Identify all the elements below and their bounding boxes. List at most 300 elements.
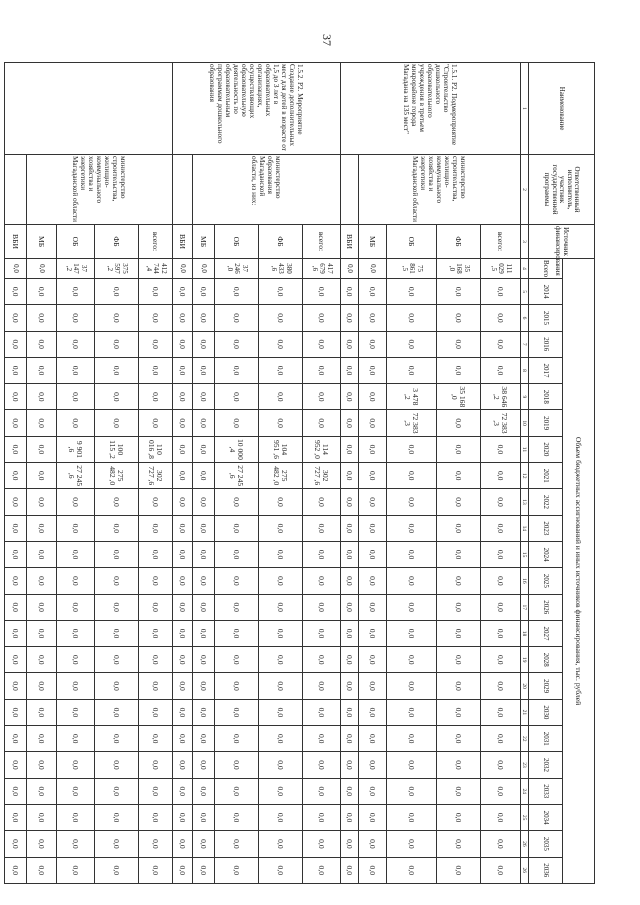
year-value-2019: 0,0 [341, 410, 359, 436]
year-value-2014: 0,0 [259, 279, 303, 305]
year-value-2014: 0,0 [341, 279, 359, 305]
table-row [341, 63, 359, 884]
year-value-2029: 0,0 [5, 673, 27, 699]
header-year-2028: 2028 [529, 647, 563, 673]
column-number: 7 [521, 331, 529, 357]
year-value-2032: 0,0 [359, 752, 387, 778]
year-value-2027: 0,0 [215, 620, 259, 646]
column-number: 3 [521, 225, 529, 259]
table-row [303, 63, 341, 884]
header-year-2015: 2015 [529, 305, 563, 331]
year-value-2016: 0,0 [173, 331, 193, 357]
year-value-2031: 0,0 [139, 726, 173, 752]
funding-source: ОБ [57, 225, 95, 259]
year-value-2028: 0,0 [215, 647, 259, 673]
year-value-2034: 0,0 [259, 804, 303, 830]
year-value-2023: 0,0 [5, 515, 27, 541]
year-value-2033: 0,0 [259, 778, 303, 804]
year-value-2027: 0,0 [193, 620, 215, 646]
year-value-2015: 0,0 [193, 305, 215, 331]
total-value: 35 168 ,0 [437, 259, 481, 279]
year-value-2033: 0,0 [215, 778, 259, 804]
year-value-2018: 0,0 [359, 384, 387, 410]
table-row [173, 63, 193, 884]
funding-source: ВБИ [341, 225, 359, 259]
year-value-2024: 0,0 [193, 541, 215, 567]
year-value-2028: 0,0 [139, 647, 173, 673]
year-value-2021: 0,0 [341, 463, 359, 489]
year-value-2027: 0,0 [303, 620, 341, 646]
year-value-2032: 0,0 [193, 752, 215, 778]
year-value-2026: 0,0 [57, 594, 95, 620]
year-value-2035: 0,0 [95, 831, 139, 857]
year-value-2027: 0,0 [139, 620, 173, 646]
header-year-2014: 2014 [529, 279, 563, 305]
year-value-2017: 0,0 [437, 357, 481, 383]
header-volume: Объем бюджетных ассигнований и иных источников финансирования, тыс. рублей [563, 259, 595, 884]
year-value-2031: 0,0 [5, 726, 27, 752]
year-value-2030: 0,0 [173, 699, 193, 725]
year-value-2020: 9 901 ,6 [57, 436, 95, 462]
year-value-2015: 0,0 [481, 305, 521, 331]
year-value-2020: 114 952 ,0 [303, 436, 341, 462]
year-value-2030: 0,0 [5, 699, 27, 725]
year-value-2020: 0,0 [437, 436, 481, 462]
total-value: 412 744 ,4 [139, 259, 173, 279]
year-value-2036: 0,0 [259, 857, 303, 883]
year-value-2036: 0,0 [437, 857, 481, 883]
year-value-2022: 0,0 [359, 489, 387, 515]
year-value-2020: 0,0 [27, 436, 57, 462]
year-value-2035: 0,0 [303, 831, 341, 857]
year-value-2030: 0,0 [193, 699, 215, 725]
year-value-2030: 0,0 [359, 699, 387, 725]
year-value-2033: 0,0 [193, 778, 215, 804]
year-value-2023: 0,0 [259, 515, 303, 541]
year-value-2028: 0,0 [437, 647, 481, 673]
year-value-2020: 0,0 [387, 436, 437, 462]
year-value-2031: 0,0 [95, 726, 139, 752]
year-value-2016: 0,0 [481, 331, 521, 357]
column-number: 9 [521, 384, 529, 410]
year-value-2035: 0,0 [259, 831, 303, 857]
year-value-2017: 0,0 [95, 357, 139, 383]
year-value-2019: 72 383 ,3 [387, 410, 437, 436]
year-value-2033: 0,0 [341, 778, 359, 804]
year-value-2018: 3 478 ,2 [387, 384, 437, 410]
year-value-2023: 0,0 [437, 515, 481, 541]
header-year-2026: 2026 [529, 594, 563, 620]
funding-source: МБ [27, 225, 57, 259]
year-value-2031: 0,0 [259, 726, 303, 752]
year-value-2033: 0,0 [27, 778, 57, 804]
year-value-2030: 0,0 [95, 699, 139, 725]
year-value-2027: 0,0 [437, 620, 481, 646]
year-value-2015: 0,0 [387, 305, 437, 331]
column-number: 25 [521, 804, 529, 830]
year-value-2023: 0,0 [359, 515, 387, 541]
year-value-2021: 275 482 ,0 [95, 463, 139, 489]
year-value-2017: 0,0 [387, 357, 437, 383]
year-value-2032: 0,0 [5, 752, 27, 778]
year-value-2014: 0,0 [215, 279, 259, 305]
header-year-2033: 2033 [529, 778, 563, 804]
year-value-2020: 0,0 [5, 436, 27, 462]
year-value-2018: 0,0 [193, 384, 215, 410]
year-value-2023: 0,0 [27, 515, 57, 541]
year-value-2019: 0,0 [173, 410, 193, 436]
year-value-2019: 0,0 [27, 410, 57, 436]
funding-source: ФБ [259, 225, 303, 259]
year-value-2026: 0,0 [5, 594, 27, 620]
header-year-2025: 2025 [529, 568, 563, 594]
year-value-2028: 0,0 [173, 647, 193, 673]
column-numbers-row [521, 63, 529, 884]
year-value-2031: 0,0 [27, 726, 57, 752]
year-value-2025: 0,0 [437, 568, 481, 594]
year-value-2022: 0,0 [27, 489, 57, 515]
year-value-2025: 0,0 [259, 568, 303, 594]
year-value-2024: 0,0 [215, 541, 259, 567]
year-value-2016: 0,0 [437, 331, 481, 357]
year-value-2030: 0,0 [341, 699, 359, 725]
header-year-2022: 2022 [529, 489, 563, 515]
table-container [11, 62, 595, 882]
year-value-2027: 0,0 [57, 620, 95, 646]
year-value-2020: 104 951 ,6 [259, 436, 303, 462]
year-value-2034: 0,0 [341, 804, 359, 830]
year-value-2025: 0,0 [193, 568, 215, 594]
empty-cell [5, 155, 27, 225]
total-value: 0,0 [173, 259, 193, 279]
total-value: 380 433 ,6 [259, 259, 303, 279]
year-value-2014: 0,0 [437, 279, 481, 305]
year-value-2028: 0,0 [57, 647, 95, 673]
year-value-2034: 0,0 [303, 804, 341, 830]
year-value-2025: 0,0 [27, 568, 57, 594]
year-value-2017: 0,0 [57, 357, 95, 383]
year-value-2020: 0,0 [173, 436, 193, 462]
column-number: 10 [521, 410, 529, 436]
header-year-2021: 2021 [529, 463, 563, 489]
year-value-2032: 0,0 [57, 752, 95, 778]
year-value-2029: 0,0 [95, 673, 139, 699]
year-value-2028: 0,0 [341, 647, 359, 673]
year-value-2023: 0,0 [193, 515, 215, 541]
year-value-2036: 0,0 [387, 857, 437, 883]
funding-source: МБ [359, 225, 387, 259]
year-value-2036: 0,0 [303, 857, 341, 883]
year-value-2018: 0,0 [173, 384, 193, 410]
year-value-2019: 0,0 [215, 410, 259, 436]
year-value-2035: 0,0 [173, 831, 193, 857]
year-value-2032: 0,0 [27, 752, 57, 778]
year-value-2033: 0,0 [57, 778, 95, 804]
year-value-2021: 302 727 ,6 [139, 463, 173, 489]
header-year-2031: 2031 [529, 726, 563, 752]
year-value-2018: 0,0 [5, 384, 27, 410]
year-value-2028: 0,0 [303, 647, 341, 673]
year-value-2021: 0,0 [359, 463, 387, 489]
year-value-2014: 0,0 [481, 279, 521, 305]
column-number: 18 [521, 620, 529, 646]
year-value-2023: 0,0 [303, 515, 341, 541]
year-value-2018: 0,0 [259, 384, 303, 410]
year-value-2028: 0,0 [95, 647, 139, 673]
year-value-2018: 38 646 ,2 [481, 384, 521, 410]
year-value-2025: 0,0 [173, 568, 193, 594]
empty-cell [173, 155, 193, 225]
activity-name [5, 63, 173, 155]
year-value-2019: 0,0 [5, 410, 27, 436]
page-number: 37 [320, 34, 334, 46]
year-value-2036: 0,0 [173, 857, 193, 883]
column-number: 11 [521, 436, 529, 462]
funding-source: МБ [193, 225, 215, 259]
year-value-2032: 0,0 [481, 752, 521, 778]
year-value-2018: 0,0 [139, 384, 173, 410]
year-value-2014: 0,0 [57, 279, 95, 305]
funding-source: ОБ [215, 225, 259, 259]
year-value-2020: 100 115 ,2 [95, 436, 139, 462]
year-value-2015: 0,0 [173, 305, 193, 331]
year-value-2020: 10 000 ,4 [215, 436, 259, 462]
year-value-2029: 0,0 [259, 673, 303, 699]
year-value-2029: 0,0 [341, 673, 359, 699]
header-year-2023: 2023 [529, 515, 563, 541]
header-year-2018: 2018 [529, 384, 563, 410]
year-value-2022: 0,0 [215, 489, 259, 515]
year-value-2025: 0,0 [387, 568, 437, 594]
total-value: 37 147 ,2 [57, 259, 95, 279]
year-value-2033: 0,0 [173, 778, 193, 804]
funding-source: ОБ [387, 225, 437, 259]
year-value-2034: 0,0 [173, 804, 193, 830]
year-value-2017: 0,0 [5, 357, 27, 383]
header-year-2036: 2036 [529, 857, 563, 883]
year-value-2027: 0,0 [173, 620, 193, 646]
header-source: Источник финансирования [529, 225, 595, 259]
year-value-2016: 0,0 [139, 331, 173, 357]
year-value-2022: 0,0 [481, 489, 521, 515]
year-value-2016: 0,0 [57, 331, 95, 357]
year-value-2025: 0,0 [95, 568, 139, 594]
year-value-2015: 0,0 [95, 305, 139, 331]
column-number: 22 [521, 726, 529, 752]
year-value-2018: 35 168 ,0 [437, 384, 481, 410]
year-value-2030: 0,0 [437, 699, 481, 725]
year-value-2023: 0,0 [215, 515, 259, 541]
year-value-2017: 0,0 [341, 357, 359, 383]
year-value-2035: 0,0 [359, 831, 387, 857]
column-number: 17 [521, 594, 529, 620]
year-value-2019: 0,0 [139, 410, 173, 436]
table-row [139, 63, 173, 884]
year-value-2027: 0,0 [95, 620, 139, 646]
column-number: 19 [521, 647, 529, 673]
year-value-2026: 0,0 [215, 594, 259, 620]
header-year-2032: 2032 [529, 752, 563, 778]
year-value-2029: 0,0 [193, 673, 215, 699]
header-name: Наименование [529, 63, 595, 155]
year-value-2019: 0,0 [303, 410, 341, 436]
year-value-2035: 0,0 [193, 831, 215, 857]
year-value-2024: 0,0 [481, 541, 521, 567]
year-value-2025: 0,0 [303, 568, 341, 594]
year-value-2014: 0,0 [5, 279, 27, 305]
year-value-2014: 0,0 [139, 279, 173, 305]
year-value-2016: 0,0 [27, 331, 57, 357]
year-value-2015: 0,0 [303, 305, 341, 331]
year-value-2033: 0,0 [5, 778, 27, 804]
year-value-2036: 0,0 [95, 857, 139, 883]
funding-source: ВБИ [173, 225, 193, 259]
year-value-2020: 0,0 [481, 436, 521, 462]
year-value-2031: 0,0 [341, 726, 359, 752]
year-value-2016: 0,0 [95, 331, 139, 357]
year-value-2026: 0,0 [359, 594, 387, 620]
funding-source: всего: [303, 225, 341, 259]
year-value-2036: 0,0 [57, 857, 95, 883]
year-value-2029: 0,0 [387, 673, 437, 699]
year-value-2022: 0,0 [387, 489, 437, 515]
year-value-2027: 0,0 [359, 620, 387, 646]
year-value-2026: 0,0 [139, 594, 173, 620]
year-value-2035: 0,0 [387, 831, 437, 857]
year-value-2023: 0,0 [139, 515, 173, 541]
year-value-2029: 0,0 [215, 673, 259, 699]
year-value-2014: 0,0 [27, 279, 57, 305]
year-value-2022: 0,0 [341, 489, 359, 515]
year-value-2015: 0,0 [57, 305, 95, 331]
year-value-2015: 0,0 [139, 305, 173, 331]
year-value-2034: 0,0 [57, 804, 95, 830]
year-value-2034: 0,0 [27, 804, 57, 830]
year-value-2024: 0,0 [359, 541, 387, 567]
year-value-2036: 0,0 [215, 857, 259, 883]
year-value-2032: 0,0 [139, 752, 173, 778]
year-value-2033: 0,0 [139, 778, 173, 804]
year-value-2024: 0,0 [387, 541, 437, 567]
total-value: 37 246 ,0 [215, 259, 259, 279]
header-responsible: Ответственный исполнитель, участник государственной программы [529, 155, 595, 225]
year-value-2028: 0,0 [193, 647, 215, 673]
year-value-2034: 0,0 [139, 804, 173, 830]
year-value-2025: 0,0 [57, 568, 95, 594]
column-number: 24 [521, 778, 529, 804]
year-value-2032: 0,0 [437, 752, 481, 778]
year-value-2027: 0,0 [27, 620, 57, 646]
total-value: 75 861 ,5 [387, 259, 437, 279]
total-value: 0,0 [193, 259, 215, 279]
rotated-page [11, 62, 595, 882]
year-value-2035: 0,0 [5, 831, 27, 857]
table-row [481, 63, 521, 884]
year-value-2032: 0,0 [95, 752, 139, 778]
year-value-2033: 0,0 [481, 778, 521, 804]
column-number: 15 [521, 541, 529, 567]
year-value-2021: 0,0 [481, 463, 521, 489]
year-value-2016: 0,0 [303, 331, 341, 357]
year-value-2032: 0,0 [387, 752, 437, 778]
header-year-2019: 2019 [529, 410, 563, 436]
year-value-2019: 0,0 [359, 410, 387, 436]
year-value-2017: 0,0 [259, 357, 303, 383]
year-value-2014: 0,0 [95, 279, 139, 305]
year-value-2026: 0,0 [193, 594, 215, 620]
year-value-2018: 0,0 [95, 384, 139, 410]
year-value-2028: 0,0 [5, 647, 27, 673]
funding-source: ВБИ [5, 225, 27, 259]
year-value-2033: 0,0 [359, 778, 387, 804]
year-value-2016: 0,0 [5, 331, 27, 357]
year-value-2027: 0,0 [481, 620, 521, 646]
year-value-2036: 0,0 [193, 857, 215, 883]
year-value-2035: 0,0 [215, 831, 259, 857]
year-value-2023: 0,0 [387, 515, 437, 541]
year-value-2025: 0,0 [139, 568, 173, 594]
year-value-2033: 0,0 [437, 778, 481, 804]
year-value-2031: 0,0 [215, 726, 259, 752]
year-value-2016: 0,0 [341, 331, 359, 357]
activity-name: 1.5.2. Р2. Мероприятие Создание дополнительных мест для детей в возрасте от 1,5 до 3 лет в образовательных организациях, осуществляющих образовательную деятельность по образовательным программам дошкольного образования [173, 63, 341, 155]
year-value-2032: 0,0 [215, 752, 259, 778]
year-value-2029: 0,0 [481, 673, 521, 699]
year-value-2025: 0,0 [359, 568, 387, 594]
column-number: 12 [521, 463, 529, 489]
year-value-2022: 0,0 [259, 489, 303, 515]
year-value-2025: 0,0 [481, 568, 521, 594]
header-year-2035: 2035 [529, 831, 563, 857]
year-value-2026: 0,0 [95, 594, 139, 620]
year-value-2019: 0,0 [259, 410, 303, 436]
year-value-2015: 0,0 [259, 305, 303, 331]
responsible-executor: министерство строительства, жилищно-коммунального хозяйства и энергетики Магаданской области [27, 155, 173, 225]
year-value-2024: 0,0 [139, 541, 173, 567]
year-value-2021: 0,0 [27, 463, 57, 489]
year-value-2024: 0,0 [5, 541, 27, 567]
total-value: 0,0 [5, 259, 27, 279]
table-row [5, 63, 27, 884]
header-year-2016: 2016 [529, 331, 563, 357]
year-value-2028: 0,0 [259, 647, 303, 673]
year-value-2024: 0,0 [259, 541, 303, 567]
year-value-2014: 0,0 [387, 279, 437, 305]
year-value-2022: 0,0 [303, 489, 341, 515]
budget-table [4, 62, 595, 884]
year-value-2016: 0,0 [259, 331, 303, 357]
year-value-2030: 0,0 [303, 699, 341, 725]
year-value-2033: 0,0 [303, 778, 341, 804]
year-value-2026: 0,0 [27, 594, 57, 620]
year-value-2028: 0,0 [387, 647, 437, 673]
year-value-2036: 0,0 [481, 857, 521, 883]
year-value-2035: 0,0 [57, 831, 95, 857]
year-value-2034: 0,0 [481, 804, 521, 830]
year-value-2024: 0,0 [437, 541, 481, 567]
year-value-2024: 0,0 [95, 541, 139, 567]
year-value-2018: 0,0 [215, 384, 259, 410]
year-value-2015: 0,0 [359, 305, 387, 331]
header-year-2034: 2034 [529, 804, 563, 830]
year-value-2024: 0,0 [303, 541, 341, 567]
year-value-2028: 0,0 [481, 647, 521, 673]
year-value-2031: 0,0 [193, 726, 215, 752]
year-value-2032: 0,0 [173, 752, 193, 778]
year-value-2034: 0,0 [193, 804, 215, 830]
year-value-2021: 275 482 ,0 [259, 463, 303, 489]
year-value-2026: 0,0 [259, 594, 303, 620]
